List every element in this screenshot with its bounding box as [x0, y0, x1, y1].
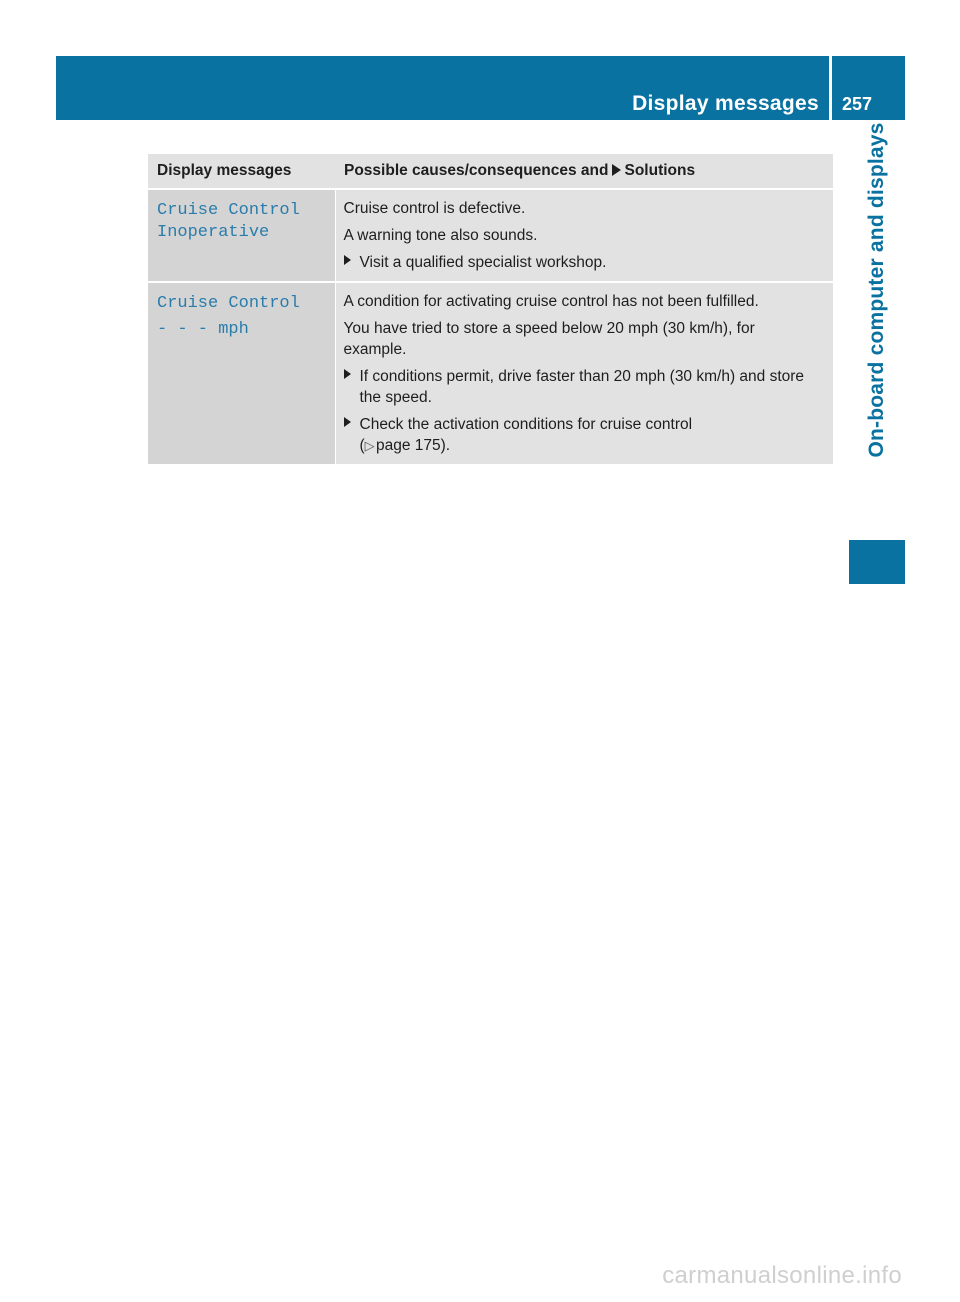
cause-text: Cruise control is defective. — [343, 200, 526, 217]
page-number: 257 — [842, 94, 873, 114]
solution-cell — [335, 189, 833, 282]
message-line: - - - mph — [157, 320, 249, 339]
step-arrow-icon — [344, 414, 360, 456]
solution-step — [344, 366, 822, 408]
cause-text: A condition for activating cruise control has not been fulfilled. — [343, 293, 759, 310]
message-cell — [148, 282, 335, 464]
message-line: Cruise Control — [157, 201, 300, 220]
message-cell — [148, 189, 335, 282]
watermark: carmanualsonline.info — [662, 1262, 902, 1289]
step-arrow-icon — [344, 366, 360, 408]
section-label: On-board computer and displays — [865, 122, 888, 458]
column-header-display-messages: Display messages — [148, 154, 335, 189]
page-reference-link[interactable]: page 175). — [375, 437, 451, 454]
table-header-row — [148, 154, 833, 189]
side-tab-marker — [849, 540, 905, 584]
step-arrow-icon — [344, 252, 360, 273]
column-header-prefix: Possible causes/consequences and — [344, 162, 609, 179]
step-text: If conditions permit, drive faster than 20 mph (30 km/h) and store the speed. — [359, 368, 805, 406]
column-header-suffix: Solutions — [624, 162, 696, 179]
header-title-block — [56, 56, 829, 120]
step-text: Visit a qualified specialist workshop. — [359, 254, 607, 271]
table-row — [148, 189, 833, 282]
page-header — [56, 56, 905, 120]
solution-step — [344, 252, 822, 273]
display-messages-table — [148, 154, 833, 464]
message-line: Inoperative — [157, 223, 270, 242]
column-header-causes-solutions — [335, 154, 833, 189]
step-text: Check the activation conditions for cruise control — [359, 416, 693, 433]
cause-text: A warning tone also sounds. — [343, 227, 538, 244]
solution-arrow-icon — [612, 164, 621, 176]
page-reference-icon: ▷ — [364, 438, 375, 453]
solution-step — [344, 414, 822, 456]
cause-text: You have tried to store a speed below 20 mph (30 km/h), for example. — [343, 320, 755, 358]
section-side-tab — [849, 120, 905, 540]
header-title: Display messages — [632, 92, 819, 115]
step-text-with-ref: Check the activation conditions for cruise control (▷ page 175). — [359, 416, 693, 454]
table-row — [148, 282, 833, 464]
solution-cell — [335, 282, 833, 464]
message-line: Cruise Control — [157, 294, 300, 313]
